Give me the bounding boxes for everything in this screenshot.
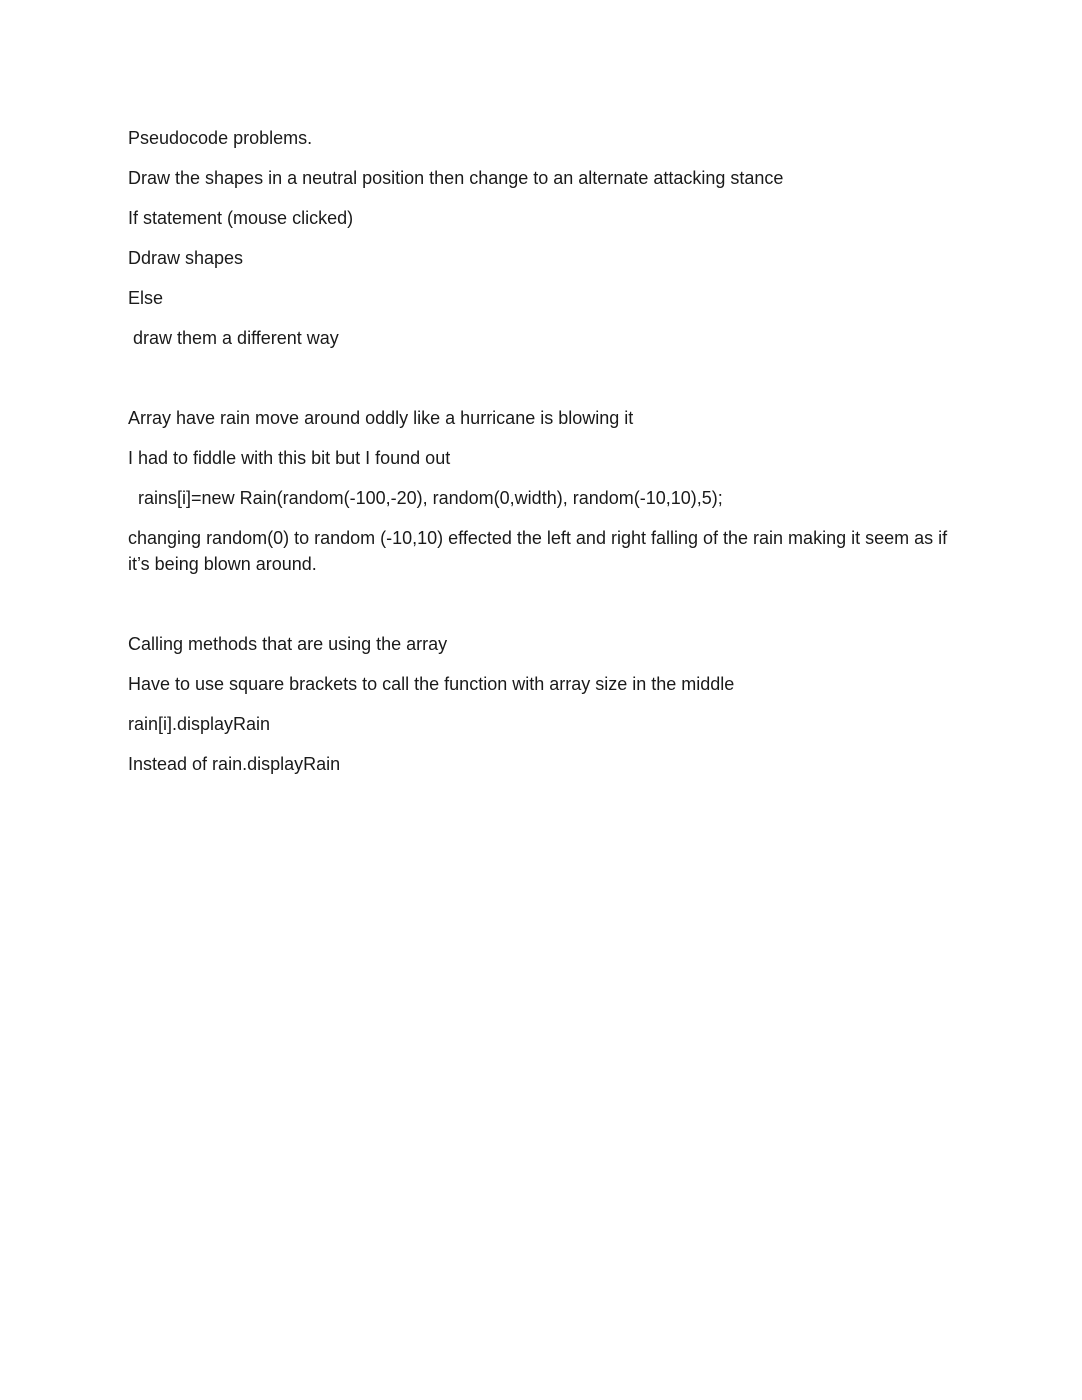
paragraph: Ddraw shapes: [128, 248, 244, 268]
paragraph-heading: Pseudocode problems.: [128, 128, 313, 148]
paragraph: changing random(0) to random (-10,10) effected the left and right falling of the rain making it seem as if it’s being blown around.: [128, 528, 953, 574]
paragraph: Calling methods that are using the array: [128, 634, 448, 654]
paragraph: Have to use square brackets to call the function with array size in the middle: [128, 674, 735, 694]
paragraph: draw them a different way: [128, 328, 339, 348]
paragraph: Array have rain move around oddly like a hurricane is blowing it: [128, 408, 634, 428]
paragraph: I had to fiddle with this bit but I found out: [128, 448, 451, 468]
paragraph: Draw the shapes in a neutral position then change to an alternate attacking stance: [128, 168, 784, 188]
paragraph-code-line: rain[i].displayRain: [128, 714, 271, 734]
paragraph: If statement (mouse clicked): [128, 208, 354, 228]
paragraph-empty: [128, 591, 954, 617]
paragraph: Else: [128, 288, 164, 308]
paragraph-empty: [128, 365, 954, 391]
paragraph-code-line: rains[i]=new Rain(random(-100,-20), random(0,width), random(-10,10),5);: [128, 488, 723, 508]
paragraph: Instead of rain.displayRain: [128, 754, 341, 774]
